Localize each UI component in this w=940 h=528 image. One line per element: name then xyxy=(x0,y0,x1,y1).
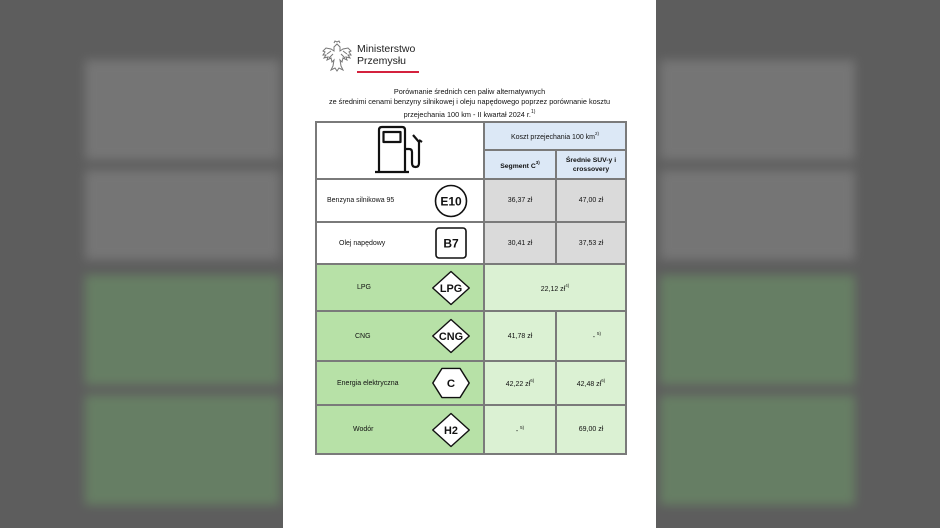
cost-cell: - $^{5)}$ xyxy=(484,405,556,454)
ministry-name-line2: Przemysłu xyxy=(357,55,407,67)
cng-diamond-icon xyxy=(431,315,471,357)
table-row xyxy=(316,311,626,361)
fuel-name: LPG xyxy=(357,284,372,291)
fuel-cost-table xyxy=(315,121,627,455)
document-page xyxy=(283,0,656,528)
cost-cell: 41,78 zł xyxy=(484,311,556,361)
table-row xyxy=(316,405,626,454)
table-row xyxy=(316,222,626,264)
fuel-name: Wodór xyxy=(353,426,374,433)
cost-cell: 37,53 zł xyxy=(556,222,626,264)
svg-text:C: C xyxy=(446,378,456,391)
fuel-pump-icon xyxy=(371,125,429,175)
lpg-diamond-icon xyxy=(431,267,471,309)
fuel-name: Energia elektryczna xyxy=(337,379,399,387)
col-segment-c-header: Segment $C^{3)}$ xyxy=(484,150,556,179)
fuel-cell xyxy=(316,264,484,311)
fuel-cell xyxy=(316,311,484,361)
title-line2: ze średnimi cenami benzyny silnikowej i oleju napędowego poprzez porównanie kosztu xyxy=(328,97,611,106)
title-line1: Porównanie średnich cen paliw alternatywnych xyxy=(393,87,546,96)
fuel-cell xyxy=(316,222,484,264)
fuel-pump-header-cell xyxy=(316,122,484,179)
cost-cell: 42,22 $zł^{6)}$ xyxy=(484,361,556,405)
cost-cell: 42,48 $zł^{6)}$ xyxy=(556,361,626,405)
table-row xyxy=(316,361,626,405)
b7-square-icon xyxy=(434,226,468,260)
electric-hexagon-icon xyxy=(431,365,471,401)
eagle-emblem-icon xyxy=(321,40,353,74)
fuel-name: Benzyna silnikowa 95 xyxy=(327,197,395,204)
fuel-cell xyxy=(316,405,484,454)
fuel-name: Olej napędowy xyxy=(339,239,386,247)
svg-text:E10: E10 xyxy=(440,194,462,208)
cost-cell: 47,00 zł xyxy=(556,179,626,222)
svg-text:LPG: LPG xyxy=(439,282,463,295)
cost-cell: - $^{5)}$ xyxy=(556,311,626,361)
e10-circle-icon xyxy=(434,184,468,218)
svg-text:B7: B7 xyxy=(443,236,459,251)
hydrogen-diamond-icon xyxy=(431,409,471,451)
page-title xyxy=(293,87,646,120)
table-row xyxy=(316,264,626,311)
svg-text:CNG: CNG xyxy=(438,330,464,343)
svg-text:H2: H2 xyxy=(444,424,458,437)
fuel-name: CNG xyxy=(355,332,371,340)
col-suv-header: Średnie SUV-y i crossovery xyxy=(556,150,626,179)
cost-cell: 30,41 zł xyxy=(484,222,556,264)
cost-cell: 69,00 zł xyxy=(556,405,626,454)
cost-cell: 36,37 zł xyxy=(484,179,556,222)
fuel-cell xyxy=(316,361,484,405)
ministry-name-line1: Ministerstwo xyxy=(357,43,416,55)
cost-cell-merged: 22,12 $zł^{4)}$ xyxy=(484,264,626,311)
table-row xyxy=(316,179,626,222)
logo-red-bar xyxy=(357,71,419,73)
title-line3: przejechania 100 km - II kwartał 2024 r.$^{1)}$ xyxy=(403,109,536,119)
ministry-logo xyxy=(321,40,421,78)
fuel-cell xyxy=(316,179,484,222)
cost-header: Koszt przejechania 100 $km^{2)}$ xyxy=(484,122,626,150)
